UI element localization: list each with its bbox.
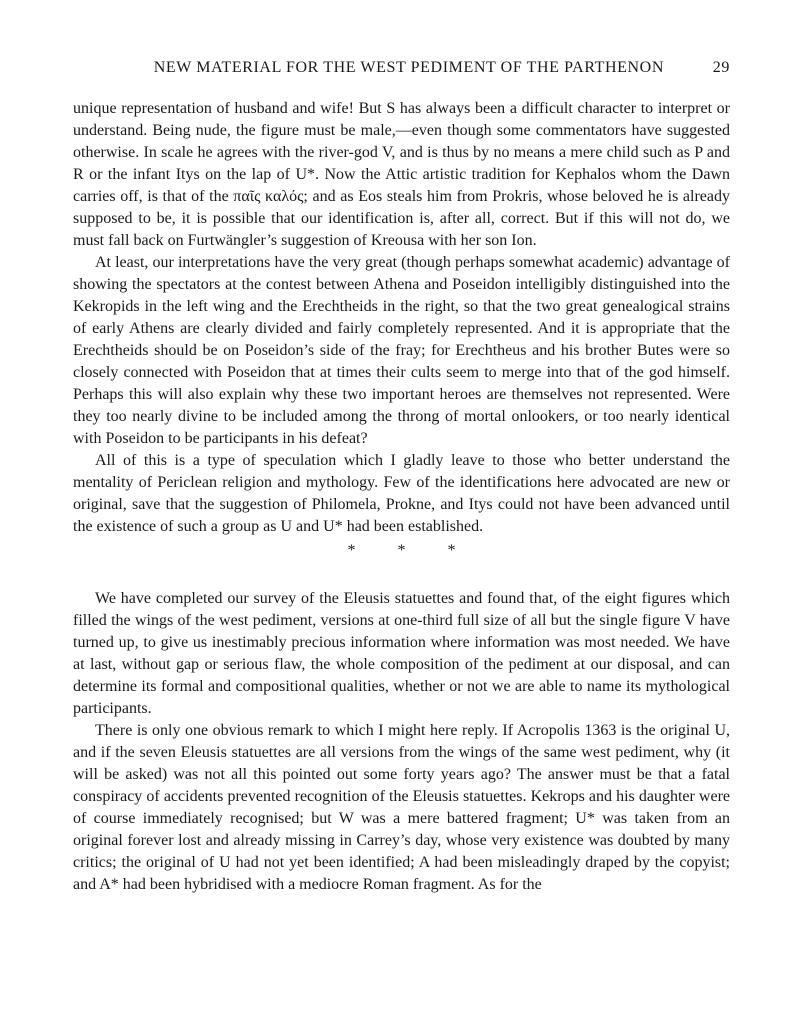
paragraph-1: unique representation of husband and wife! But S has always been a difficult character to interpret or understand. Being nude, the figure must be male,—even though some commentators have suggested otherwise. In scale he agrees with the river-god V, and is thus by no means a mere child such as P and R or the infant Itys on the lap of U*. Now the Attic artistic tradition for Kephalos whom the Dawn carries off, is that of the παῖς καλός; and as Eos steals him from Prokris, whose beloved he is already supposed to be, it is possible that our identification is, after all, correct. But if this will not do, we must fall back on Furtwängler’s suggestion of Kreousa with her son Ion. — [73, 100, 730, 249]
section-separator — [73, 540, 730, 562]
paragraph-3: All of this is a type of speculation which I gladly leave to those who better understand the mentality of Periclean religion and mythology. Few of the identifications here advocated are new or original, save that the suggestion of Philomela, Prokne, and Itys could not have been advanced until the existence of such a group as U and U* had been established. — [73, 452, 730, 535]
running-title: NEW MATERIAL FOR THE WEST PEDIMENT OF THE PARTHENON — [153, 59, 664, 76]
paragraph-4: We have completed our survey of the Eleusis statuettes and found that, of the eight figures which filled the wings of the west pediment, versions at one-third full size of all but the single figure V have turned up, to give us inestimably precious information where information was most needed. We have at last, without gap or serious flaw, the whole composition of the pediment at our disposal, and can determine its formal and compositional qualities, whether or not we are able to name its mythological participants. — [73, 590, 730, 717]
separator-star: * — [447, 542, 456, 559]
separator-star: * — [397, 542, 406, 559]
paragraph-2: At least, our interpretations have the very great (though perhaps somewhat academic) advantage of showing the spectators at the contest between Athena and Poseidon intelligibly distinguished into the Kekropids in the left wing and the Erechtheids in the right, so that the two great genealogical strains of early Athens are clearly divided and fairly completely represented. And it is appropriate that the Erechtheids should be on Poseidon’s side of the fray; for Erechtheus and his brother Butes were so closely connected with Poseidon that at times their cults seem to merge into that of the god himself. Perhaps this will also explain why these two important heroes are themselves not represented. Were they too nearly divine to be included among the throng of mortal onlookers, or too nearly identical with Poseidon to be participants in his defeat? — [73, 254, 730, 447]
paragraph-5: There is only one obvious remark to which I might here reply. If Acropolis 1363 is the original U, and if the seven Eleusis statuettes are all versions from the wings of the same west pediment, why (it will be asked) was not all this pointed out some forty years ago? The answer must be that a fatal conspiracy of accidents prevented recognition of the Eleusis statuettes. Kekrops and his daughter were of course immediately recognised; but W was a mere battered fragment; U* was taken from an original forever lost and already missing in Carrey’s day, whose very existence was doubted by many critics; the original of U had not yet been identified; A had been misleadingly draped by the copyist; and A* had been hybridised with a mediocre Roman fragment. As for the — [73, 722, 730, 893]
separator-star: * — [347, 542, 356, 559]
page-number: 29 — [712, 59, 730, 76]
page — [73, 58, 730, 896]
running-head — [73, 58, 730, 80]
